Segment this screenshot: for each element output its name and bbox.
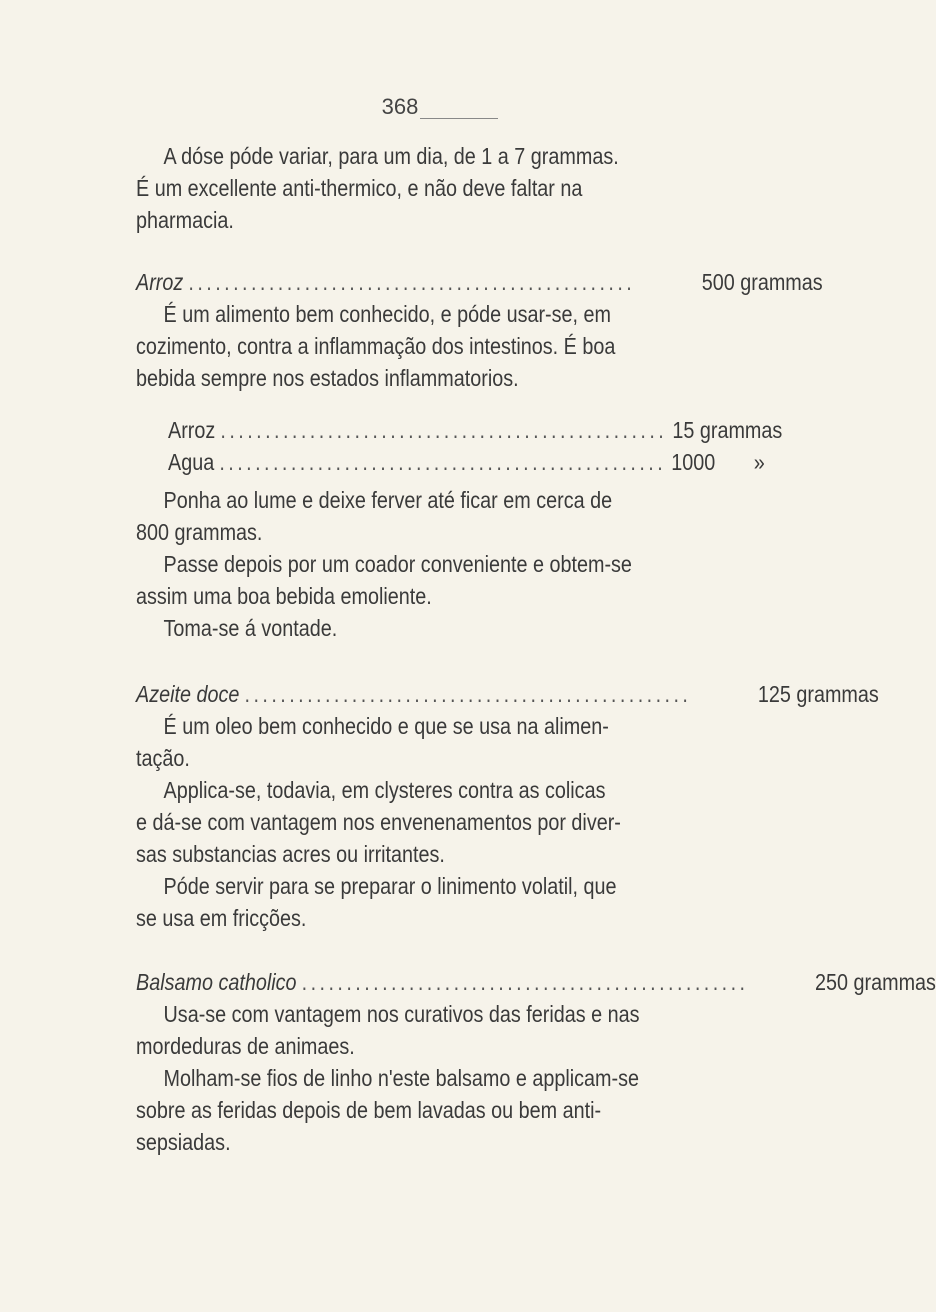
recipe-ingredient: Agua: [168, 449, 215, 475]
recipe-quantity: 15 grammas: [672, 417, 783, 443]
balsamo-line-1: Usa-se com vantagem nos curativos das feridas e nas: [163, 1001, 640, 1027]
arroz-after-1: Ponha ao lume e deixe ferver até ficar em cerca de: [163, 487, 613, 513]
entry-name: Azeite doce: [136, 681, 240, 707]
arroz-line-2: cozimento, contra a inflammação dos intestinos. É boa: [136, 333, 616, 359]
recipe-row-arroz: [168, 414, 783, 446]
arroz-line-3: bebida sempre nos estados inflammatorios.: [136, 365, 519, 391]
azeite-line-2: tação.: [136, 745, 190, 771]
azeite-line-4: e dá-se com vantagem nos envenenamentos por diver-: [136, 809, 621, 835]
entry-quantity: 250 grammas: [815, 969, 936, 995]
intro-line-2: É um excellente anti-thermico, e não deve faltar na: [136, 175, 583, 201]
entry-heading-arroz: [136, 266, 823, 298]
azeite-line-3: Applica-se, todavia, em clysteres contra as colicas: [163, 777, 606, 803]
page-number: 368: [381, 94, 419, 119]
header-rule: [420, 118, 498, 119]
recipe-ingredient: Arroz: [168, 417, 216, 443]
entry-heading-balsamo: [136, 966, 936, 998]
entry-quantity: 125 grammas: [757, 681, 879, 707]
balsamo-line-3: Molham-se fios de linho n'este balsamo e applicam-se: [163, 1065, 639, 1091]
azeite-line-5: sas substancias acres ou irritantes.: [136, 841, 445, 867]
arroz-after-5: Toma-se á vontade.: [163, 615, 338, 641]
leader-dots: ..................................................: [301, 969, 749, 995]
arroz-after-3: Passe depois por um coador conveniente e obtem-se: [163, 551, 632, 577]
balsamo-line-4: sobre as feridas depois de bem lavadas ou bem anti-: [136, 1097, 602, 1123]
intro-line-3: pharmacia.: [136, 207, 234, 233]
arroz-after-2: 800 grammas.: [136, 519, 263, 545]
recipe-row-agua: [168, 446, 765, 478]
entry-name: Balsamo catholico: [136, 969, 297, 995]
leader-dots: ..................................................: [219, 449, 667, 475]
entry-heading-azeite: [136, 678, 879, 710]
azeite-line-1: É um oleo bem conhecido e que se usa na alimen-: [163, 713, 609, 739]
arroz-after-4: assim uma boa bebida emoliente.: [136, 583, 432, 609]
entry-name: Arroz: [136, 269, 184, 295]
arroz-line-1: É um alimento bem conhecido, e póde usar-se, em: [163, 301, 612, 327]
entry-quantity: 500 grammas: [701, 269, 823, 295]
intro-line-1: A dóse póde variar, para um dia, de 1 a 7 grammas.: [163, 143, 619, 169]
leader-dots: ..................................................: [188, 269, 636, 295]
azeite-line-7: se usa em fricções.: [136, 905, 307, 931]
balsamo-line-2: mordeduras de animaes.: [136, 1033, 355, 1059]
balsamo-line-5: sepsiadas.: [136, 1129, 231, 1155]
leader-dots: ..................................................: [244, 681, 692, 707]
azeite-line-6: Póde servir para se preparar o linimento volatil, que: [163, 873, 617, 899]
recipe-quantity: 1000 »: [671, 449, 765, 475]
leader-dots: ..................................................: [220, 417, 668, 443]
